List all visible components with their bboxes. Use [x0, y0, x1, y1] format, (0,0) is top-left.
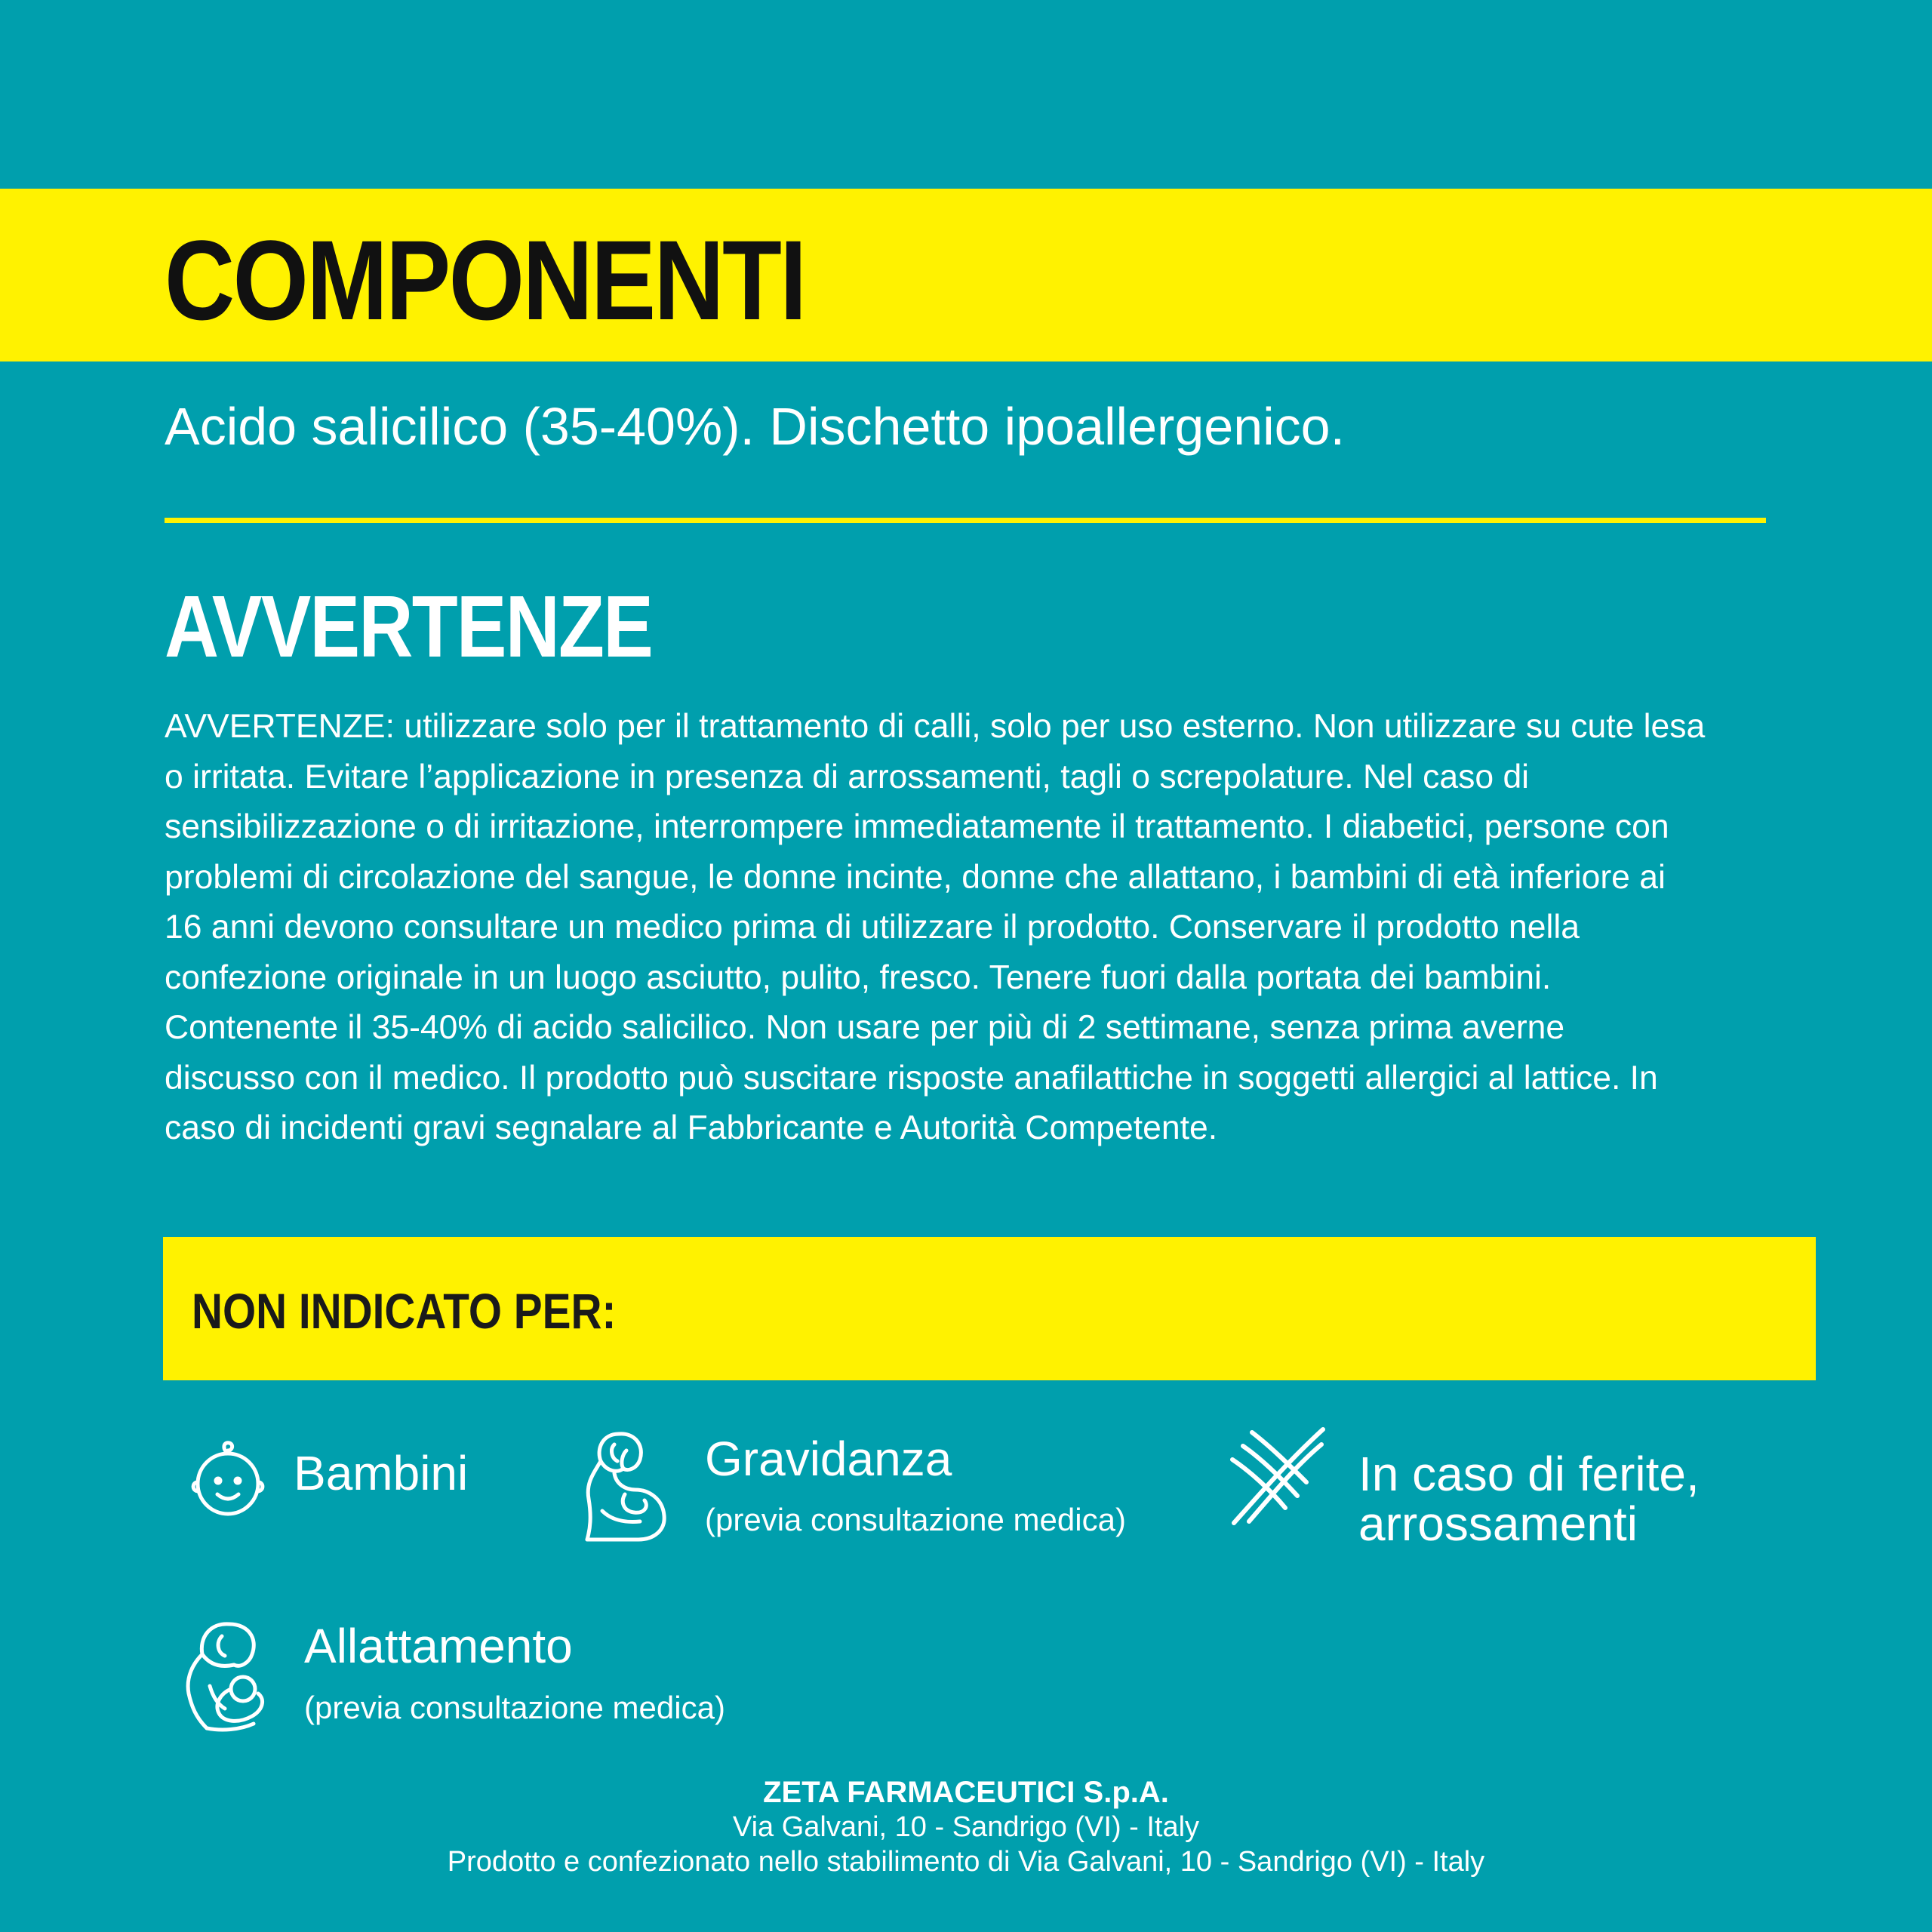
not-indicated-title: NON INDICATO PER:	[192, 1283, 617, 1339]
scratch-wound-icon	[1228, 1426, 1327, 1526]
pregnant-woman-icon	[580, 1426, 673, 1544]
footer-address: Via Galvani, 10 - Sandrigo (VI) - Italy	[732, 1811, 1200, 1843]
item-label-allattamento: Allattamento	[304, 1619, 573, 1673]
warnings-line: Contenente il 35-40% di acido salicilico. Non usare per più di 2 settimane, senza prima averne	[165, 1009, 1565, 1046]
warnings-line: sensibilizzazione o di irritazione, interrompere immediatamente il trattamento. I diabetici, persone con	[165, 808, 1669, 845]
warnings-line: o irritata. Evitare l’applicazione in presenza di arrossamenti, tagli o screpolature. Nel caso di	[165, 758, 1530, 795]
item-label-ferite-line1: In caso di ferite,	[1358, 1447, 1700, 1501]
breastfeeding-icon	[180, 1618, 273, 1736]
baby-face-icon	[190, 1440, 266, 1518]
item-label-gravidanza: Gravidanza	[705, 1432, 952, 1486]
footer-production: Prodotto e confezionato nello stabilimento di Via Galvani, 10 - Sandrigo (VI) - Italy	[447, 1846, 1485, 1878]
warnings-line: confezione originale in un luogo asciutto, pulito, fresco. Tenere fuori dalla portata dei bambini.	[165, 958, 1552, 996]
warnings-body	[165, 702, 1863, 1154]
warnings-line: AVVERTENZE: utilizzare solo per il trattamento di calli, solo per uso esterno. Non utilizzare su cute lesa	[165, 708, 1706, 745]
warnings-line: discusso con il medico. Il prodotto può suscitare risposte anafilattiche in soggetti allergici al lattice. In	[165, 1059, 1658, 1097]
warnings-line: problemi di circolazione del sangue, le donne incinte, donne che allattano, i bambini di età inferiore ai	[165, 858, 1666, 896]
item-sub-gravidanza: (previa consultazione medica)	[705, 1502, 1126, 1537]
section-divider	[165, 518, 1766, 523]
warnings-line: 16 anni devono consultare un medico prima di utilizzare il prodotto. Conservare il prodotto nella	[165, 909, 1580, 946]
item-label-ferite-line2: arrossamenti	[1358, 1497, 1638, 1551]
item-sub-allattamento: (previa consultazione medica)	[304, 1690, 725, 1725]
footer-company: ZETA FARMACEUTICI S.p.A.	[763, 1776, 1169, 1809]
item-label-bambini: Bambini	[294, 1446, 469, 1500]
components-text: Acido salicilico (35-40%). Dischetto ipoallergenico.	[165, 397, 1346, 456]
components-title: COMPONENTI	[165, 217, 805, 343]
warnings-title: AVVERTENZE	[165, 577, 653, 675]
warnings-line: caso di incidenti gravi segnalare al Fabbricante e Autorità Competente.	[165, 1109, 1218, 1146]
